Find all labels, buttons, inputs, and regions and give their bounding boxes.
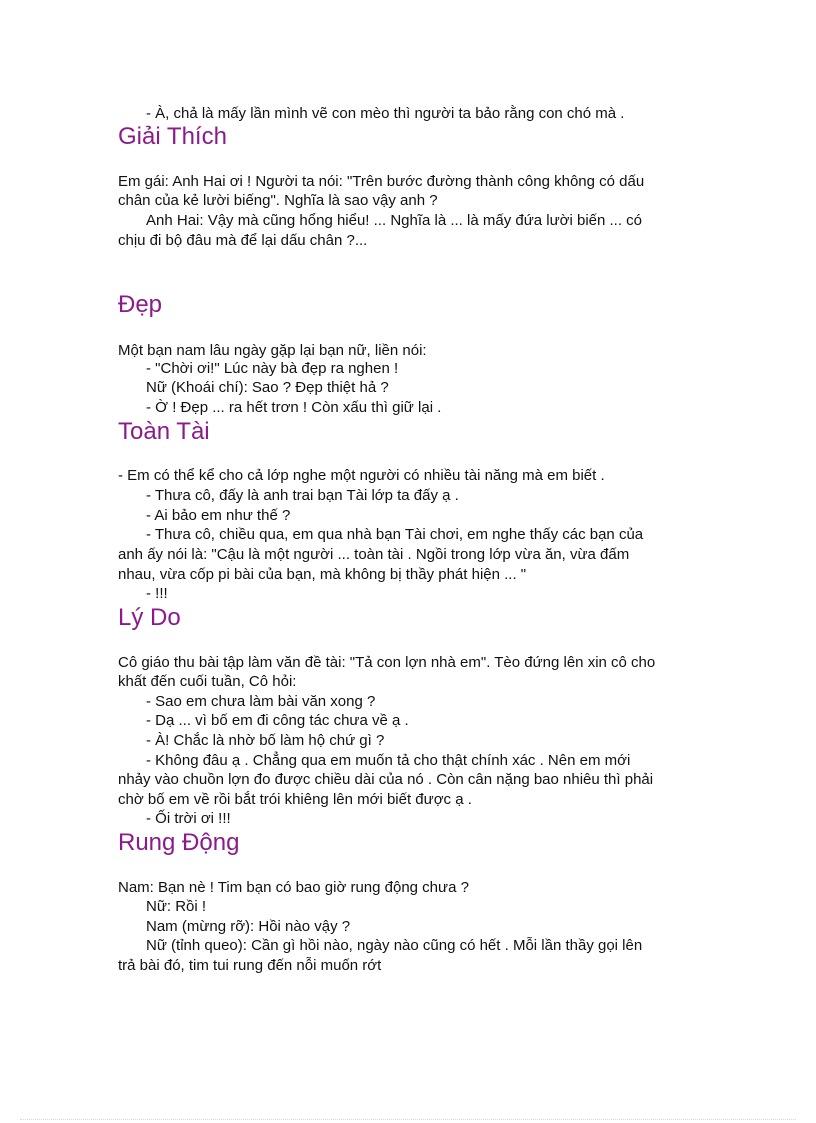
text-line: Nam: Bạn nè ! Tim bạn có bao giờ rung động chưa ? bbox=[118, 879, 469, 896]
text-line: Một bạn nam lâu ngày gặp lại bạn nữ, liền nói: bbox=[118, 342, 427, 359]
text-line: chân của kẻ lười biếng". Nghĩa là sao vậy anh ? bbox=[118, 192, 438, 209]
section-heading-giai-thich: Giải Thích bbox=[118, 123, 227, 150]
text-line: - Ối trời ơi !!! bbox=[146, 810, 231, 827]
text-line: Cô giáo thu bài tập làm văn đề tài: "Tả con lợn nhà em". Tèo đứng lên xin cô cho bbox=[118, 654, 656, 671]
text-line: Nữ (Khoái chí): Sao ? Đẹp thiệt hả ? bbox=[146, 379, 389, 396]
text-line: Anh Hai: Vậy mà cũng hổng hiểu! ... Nghĩa là ... là mấy đứa lười biến ... có bbox=[146, 212, 643, 229]
text-line: - Thưa cô, chiều qua, em qua nhà bạn Tài chơi, em nghe thấy các bạn của bbox=[146, 526, 644, 543]
text-line: nhau, vừa cốp pi bài của bạn, mà không bị thầy phát hiện ... " bbox=[118, 566, 527, 583]
text-line: chờ bố em về rồi bắt trói khiêng lên mới biết được ạ . bbox=[118, 791, 472, 808]
text-line: trả bài đó, tim tui rung đến nỗi muốn rớt bbox=[118, 957, 382, 974]
text-line: Nam (mừng rỡ): Hồi nào vậy ? bbox=[146, 918, 351, 935]
page-footer-divider bbox=[20, 1119, 796, 1120]
text-line: - À, chả là mấy lần mình vẽ con mèo thì người ta bảo rằng con chó mà . bbox=[146, 105, 625, 122]
text-line: - Thưa cô, đấy là anh trai bạn Tài lớp ta đấy ạ . bbox=[146, 487, 459, 504]
text-line: Nữ (tỉnh queo): Cần gì hồi nào, ngày nào cũng có hết . Mỗi lần thầy gọi lên bbox=[146, 937, 643, 954]
text-line: - Không đâu ạ . Chẳng qua em muốn tả cho thật chính xác . Nên em mới bbox=[146, 752, 631, 769]
text-line: anh ấy nói là: "Cậu là một người ... toàn tài . Ngồi trong lớp vừa ăn, vừa đấm bbox=[118, 546, 630, 563]
text-line: khất đến cuối tuần, Cô hỏi: bbox=[118, 673, 297, 690]
text-line: - Dạ ... vì bố em đi công tác chưa về ạ . bbox=[146, 712, 409, 729]
text-line: Nữ: Rồi ! bbox=[146, 898, 207, 915]
text-line: - Em có thể kể cho cả lớp nghe một người có nhiều tài năng mà em biết . bbox=[118, 467, 605, 484]
section-heading-ly-do: Lý Do bbox=[118, 604, 181, 631]
text-line: - "Chời ơi!" Lúc này bà đẹp ra nghen ! bbox=[146, 360, 399, 377]
section-heading-dep: Đẹp bbox=[118, 291, 163, 318]
text-line: - Ờ ! Đẹp ... ra hết trơn ! Còn xấu thì giữ lại . bbox=[146, 399, 442, 416]
text-line: Em gái: Anh Hai ơi ! Người ta nói: "Trên bước đường thành công không có dấu bbox=[118, 173, 645, 190]
section-heading-rung-dong: Rung Động bbox=[118, 829, 240, 856]
text-line: - Sao em chưa làm bài văn xong ? bbox=[146, 693, 376, 710]
text-line: - !!! bbox=[146, 585, 168, 602]
text-line: nhảy vào chuồn lợn đo được chiều dài của nó . Còn cân nặng bao nhiêu thì phải bbox=[118, 771, 654, 788]
text-line: chịu đi bộ đâu mà để lại dấu chân ?... bbox=[118, 232, 368, 249]
text-line: - À! Chắc là nhờ bố làm hộ chứ gì ? bbox=[146, 732, 385, 749]
section-heading-toan-tai: Toàn Tài bbox=[118, 418, 210, 445]
text-line: - Ai bảo em như thế ? bbox=[146, 507, 291, 524]
